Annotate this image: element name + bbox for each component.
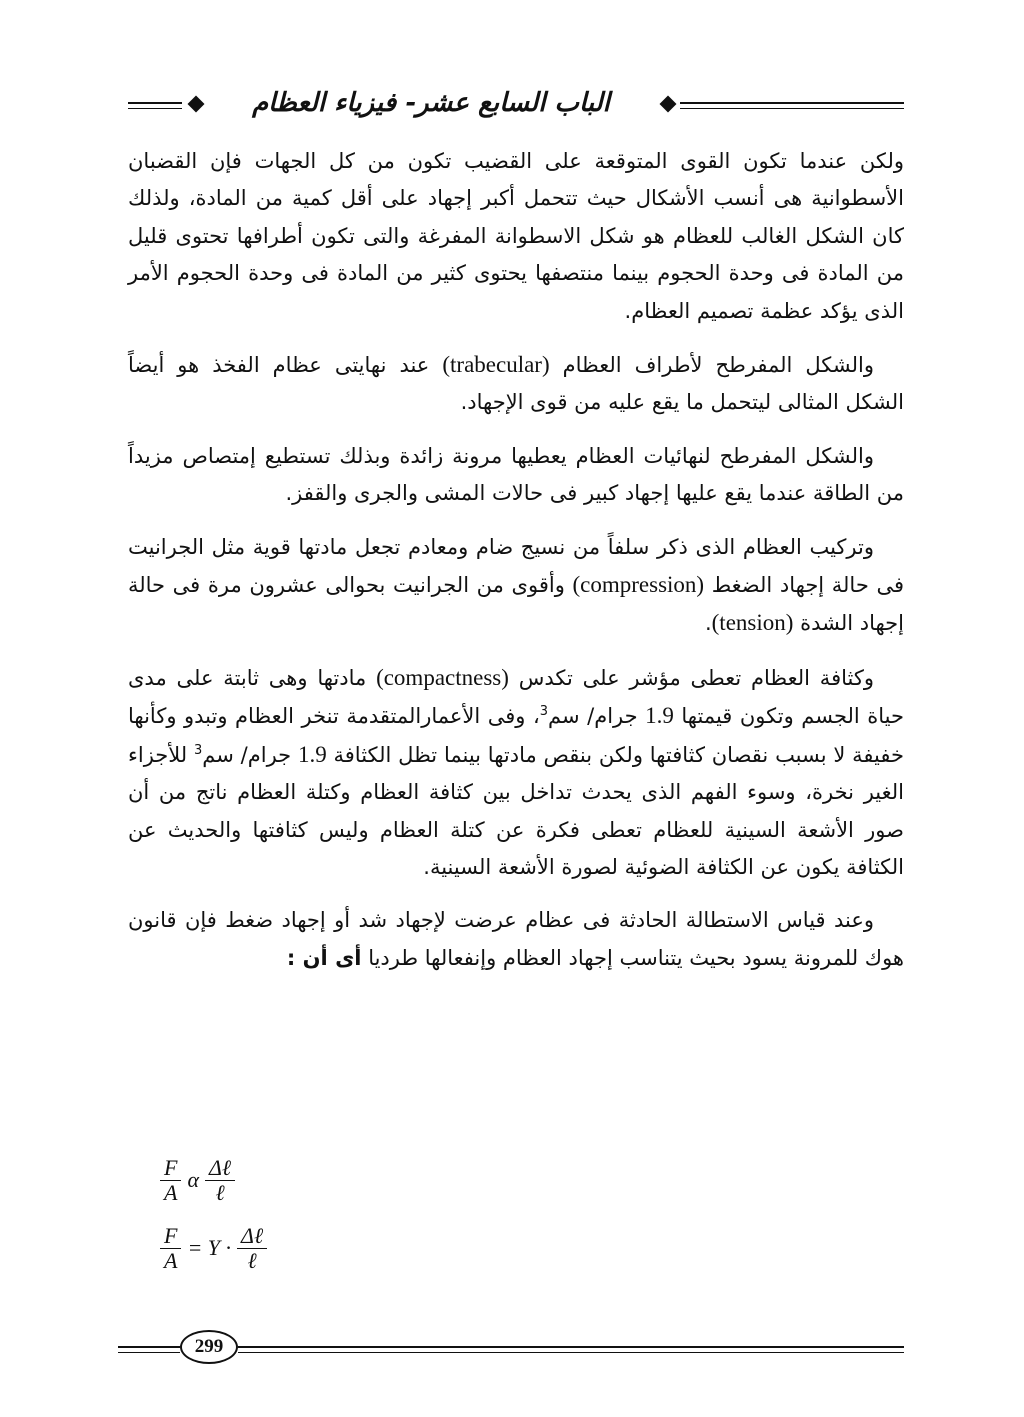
- paragraph-hollow-cylinder: [128, 143, 904, 330]
- equations: [160, 1153, 267, 1289]
- page-body: [128, 143, 904, 993]
- chapter-title: الباب السابع عشر- فيزياء العظام: [252, 88, 610, 118]
- term-compactness: (compactness): [376, 664, 509, 690]
- paragraph-text: وكثافة العظام تعطى مؤشر على تكدس: [508, 665, 874, 690]
- paragraph-hooke-law: [128, 902, 904, 977]
- paragraph-text: وعند قياس الاستطالة الحادثة فى عظام عرضت لإجهاد شد أو إجهاد ضغط فإن قانون هوك للمرونة يسود بحيث يتناسب إجهاد العظام وإنفعالها طرديا: [128, 908, 904, 970]
- fraction-numerator: F: [160, 1156, 181, 1181]
- proportional-symbol: α: [187, 1167, 200, 1192]
- fraction-numerator: Δℓ: [237, 1224, 267, 1249]
- fraction-denominator: A: [164, 1179, 178, 1205]
- header-diamond-left: [188, 96, 205, 113]
- term-trabecular: (trabecular): [442, 352, 550, 378]
- fraction-denominator: ℓ: [247, 1247, 257, 1273]
- equation-youngs-modulus: [160, 1221, 267, 1275]
- paragraph-text: جرام/ سم: [202, 742, 298, 767]
- density-value: 1.9: [297, 741, 327, 767]
- fraction-strain: [205, 1156, 235, 1205]
- fraction-numerator: F: [160, 1224, 181, 1249]
- paragraph-density: [128, 659, 904, 886]
- density-value: 1.9: [645, 703, 674, 729]
- paragraph-text: مادتها وهى ثابتة على مدى حياة الجسم وتكون قيمتها: [128, 665, 904, 729]
- paragraph-text: وتركيب العظام الذى ذكر سلفاً من نسيج ضام ومعادم تجعل مادتها قوية مثل الجرانيت فى حالة إجهاد الضغط: [128, 534, 904, 598]
- fraction-stress: [160, 1224, 181, 1273]
- paragraph-text: ، وفى الأعمارالمتقدمة تنخر العظام وتبدو وكأنها خفيفة لا بسبب نقصان كثافتها ولكن بنقص مادتها بينما تظل الكثافة: [128, 704, 904, 767]
- paragraph-text: عند نهايتى عظام الفخذ هو أيضاً الشكل المثالى ليتحمل ما يقع عليه من قوى الإجهاد.: [128, 353, 904, 415]
- paragraph-trabecular: [128, 346, 904, 422]
- term-compression: (compression): [572, 572, 705, 598]
- footer-rule-left: [118, 1346, 180, 1353]
- term-tension: (tension): [711, 610, 794, 636]
- page-header: [128, 86, 904, 126]
- header-rule-left: [128, 102, 182, 109]
- superscript-exponent: 3: [539, 704, 549, 720]
- fraction-stress: [160, 1156, 181, 1205]
- fraction-denominator: A: [164, 1247, 178, 1273]
- fraction-strain: [237, 1224, 267, 1273]
- paragraph-text: ولكن عندما تكون القوى المتوقعة على القضيب تكون من كل الجهات فإن القضبان الأسطوانية هى أنسب الأشكال حيث تتحمل أكبر إجهاد على أقل كمية من المادة، ولذلك كان الشكل الغالب للعظام هو شكل الاسطوانة المفرغة والتى تكون أطرافها تحتوى قليل من المادة فى وحدة الحجوم بينما منتصفها يحتوى كثير من المادة فى وحدة الحجوم الأمر الذى يؤكد عظمة تصميم العظام.: [128, 149, 904, 323]
- paragraph-text: والشكل المفرطح لأطراف العظام: [549, 353, 874, 378]
- paragraph-text: .: [704, 611, 712, 636]
- fraction-numerator: Δℓ: [205, 1156, 235, 1181]
- paragraph-text: والشكل المفرطح لنهائيات العظام يعطيها مرونة زائدة وبذلك تستطيع إمتصاص مزيداً من الطاقة عندما يقع عليها إجهاد كبير فى حالات المشى والجرى والقفز.: [128, 443, 904, 506]
- fraction-denominator: ℓ: [215, 1179, 225, 1205]
- paragraph-text: وأقوى من الجرانيت بحوالى عشرون مرة فى حالة إجهاد الشدة: [128, 573, 904, 636]
- page-number: 299: [180, 1330, 238, 1364]
- paragraph-structure: [128, 529, 904, 643]
- paragraph-text: للأجزاء الغير نخرة، وسوء الفهم الذى يحدث تداخل بين كثافة العظام وكتلة العظام ناتج من أن صور الأشعة السينية للعظام تعطى فكرة عن كتلة العظام وليس كثافتها والحديث عن الكثافة يكون عن الكثافة الضوئية لصورة الأشعة السينية.: [128, 742, 904, 879]
- paragraph-text-bold: أى أن :: [286, 945, 362, 970]
- equals-modulus-symbol: = Y ·: [187, 1235, 232, 1260]
- paragraph-elasticity: [128, 438, 904, 513]
- superscript-exponent: 3: [194, 742, 203, 758]
- header-rule-right: [680, 102, 904, 109]
- page-footer: [118, 1330, 904, 1370]
- paragraph-text: جرام/ سم: [548, 704, 646, 729]
- header-diamond-right: [660, 96, 677, 113]
- footer-rule-right: [238, 1346, 904, 1353]
- equation-proportional: [160, 1153, 267, 1207]
